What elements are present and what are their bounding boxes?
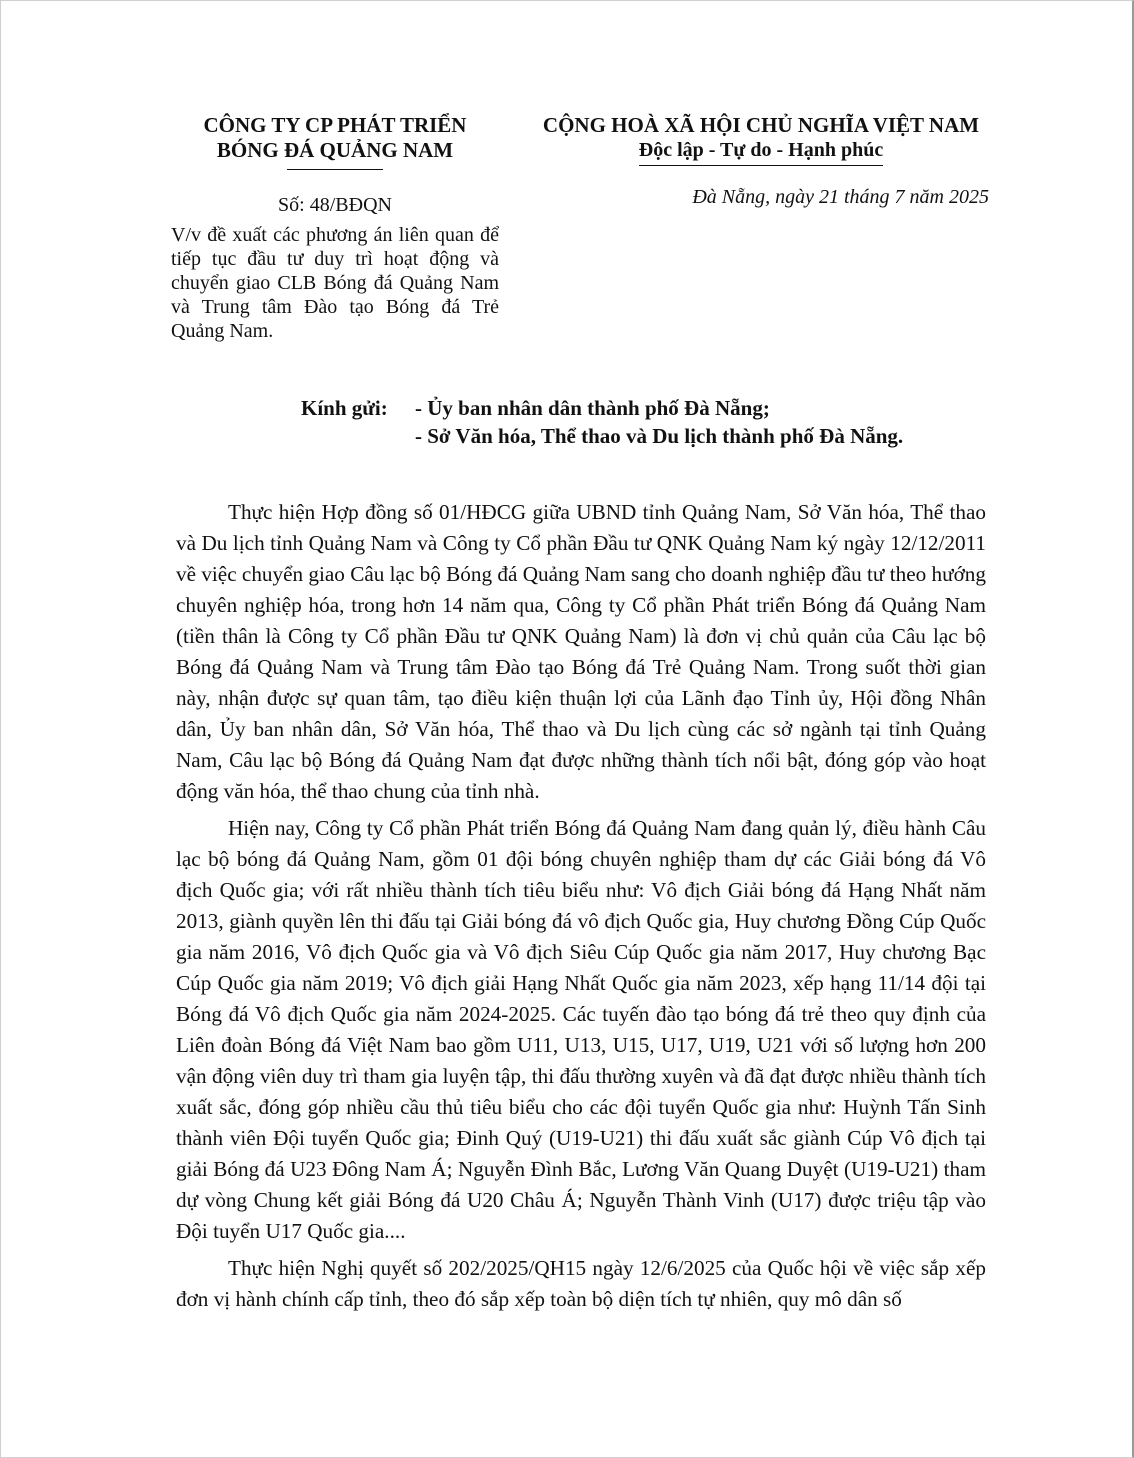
document-date: Đà Nẵng, ngày 21 tháng 7 năm 2025	[692, 186, 989, 208]
company-name-line1: CÔNG TY CP PHÁT TRIỂN	[203, 113, 467, 137]
body-paragraph-2: Hiện nay, Công ty Cổ phần Phát triển Bóng đá Quảng Nam đang quản lý, điều hành Câu lạc bộ bóng đá Quảng Nam, gồm 01 đội bóng chuyên nghiệp tham dự các Giải bóng đá Vô địch Quốc gia; với rất nhiều thành tích tiêu biểu như: Vô địch Giải bóng đá Hạng Nhất năm 2013, giành quyền lên thi đấu tại Giải bóng đá vô địch Quốc gia, Huy chương Đồng Cúp Quốc gia năm 2016, Vô địch Quốc gia và Vô địch Siêu Cúp Quốc gia năm 2017, Huy chương Bạc Cúp Quốc gia năm 2019; Vô địch giải Hạng Nhất Quốc gia năm 2023, xếp hạng 11/14 đội tại Bóng đá Vô địch Quốc gia năm 2024-2025. Các tuyến đào tạo bóng đá trẻ theo quy định của Liên đoàn Bóng đá Việt Nam bao gồm U11, U13, U15, U17, U19, U21 với số lượng hơn 200 vận động viên duy trì tham gia luyện tập, thi đấu thường xuyên và đã đạt được nhiều thành tích xuất sắc, đóng góp nhiều cầu thủ tiêu biểu cho các đội tuyển Quốc gia như: Huỳnh Tấn Sinh thành viên Đội tuyển Quốc gia; Đinh Quý (U19-U21) thi đấu xuất sắc giành Cúp Vô địch tại giải Bóng đá U23 Đông Nam Á; Nguyễn Đình Bắc, Lương Văn Quang Duyệt (U19-U21) tham dự vòng Chung kết giải Bóng đá U20 Châu Á; Nguyễn Thành Vinh (U17) được triệu tập vào Đội tuyển U17 Quốc gia....	[176, 816, 986, 1243]
recipients-block	[301, 394, 991, 450]
recipients-row-1	[301, 394, 991, 422]
recipient-1: - Ủy ban nhân dân thành phố Đà Nẵng;	[415, 396, 770, 420]
recipient-2: - Sở Văn hóa, Thể thao và Du lịch thành phố Đà Nẵng.	[415, 424, 904, 448]
document-body	[176, 497, 986, 1321]
company-underline	[287, 169, 383, 170]
document-subject: V/v đề xuất các phương án liên quan để tiếp tục đầu tư duy trì hoạt động và chuyển giao CLB Bóng đá Quảng Nam và Trung tâm Đào tạo Bóng đá Trẻ Quảng Nam.	[171, 224, 499, 342]
national-motto: Độc lập - Tự do - Hạnh phúc	[639, 138, 883, 166]
company-name-line2: BÓNG ĐÁ QUẢNG NAM	[216, 138, 454, 162]
national-title: CỘNG HOÀ XÃ HỘI CHỦ NGHĨA VIỆT NAM	[542, 113, 980, 137]
issuing-company-header	[171, 113, 499, 170]
body-paragraph-3: Thực hiện Nghị quyết số 202/2025/QH15 ngày 12/6/2025 của Quốc hội về việc sắp xếp đơn vị hành chính cấp tỉnh, theo đó sắp xếp toàn bộ diện tích tự nhiên, quy mô dân số	[176, 1256, 986, 1311]
body-paragraph-1: Thực hiện Hợp đồng số 01/HĐCG giữa UBND tỉnh Quảng Nam, Sở Văn hóa, Thể thao và Du lịch tỉnh Quảng Nam và Công ty Cổ phần Đầu tư QNK Quảng Nam ký ngày 12/12/2011 về việc chuyển giao Câu lạc bộ Bóng đá Quảng Nam sang cho doanh nghiệp đầu tư theo hướng chuyên nghiệp hóa, trong hơn 14 năm qua, Công ty Cổ phần Phát triển Bóng đá Quảng Nam (tiền thân là Công ty Cổ phần Đầu tư QNK Quảng Nam) là đơn vị chủ quản của Câu lạc bộ Bóng đá Quảng Nam và Trung tâm Đào tạo Bóng đá Trẻ Quảng Nam. Trong suốt thời gian này, nhận được sự quan tâm, tạo điều kiện thuận lợi của Lãnh đạo Tỉnh ủy, Hội đồng Nhân dân, Ủy ban nhân dân, Sở Văn hóa, Thể thao và Du lịch cùng các sở ngành tại tỉnh Quảng Nam, Câu lạc bộ Bóng đá Quảng Nam đạt được những thành tích nổi bật, đóng góp vào hoạt động văn hóa, thể thao chung của tỉnh nhà.	[176, 500, 986, 803]
recipients-label: Kính gửi:	[301, 396, 388, 420]
document-number: Số: 48/BĐQN	[278, 194, 392, 216]
national-header	[513, 113, 1009, 166]
